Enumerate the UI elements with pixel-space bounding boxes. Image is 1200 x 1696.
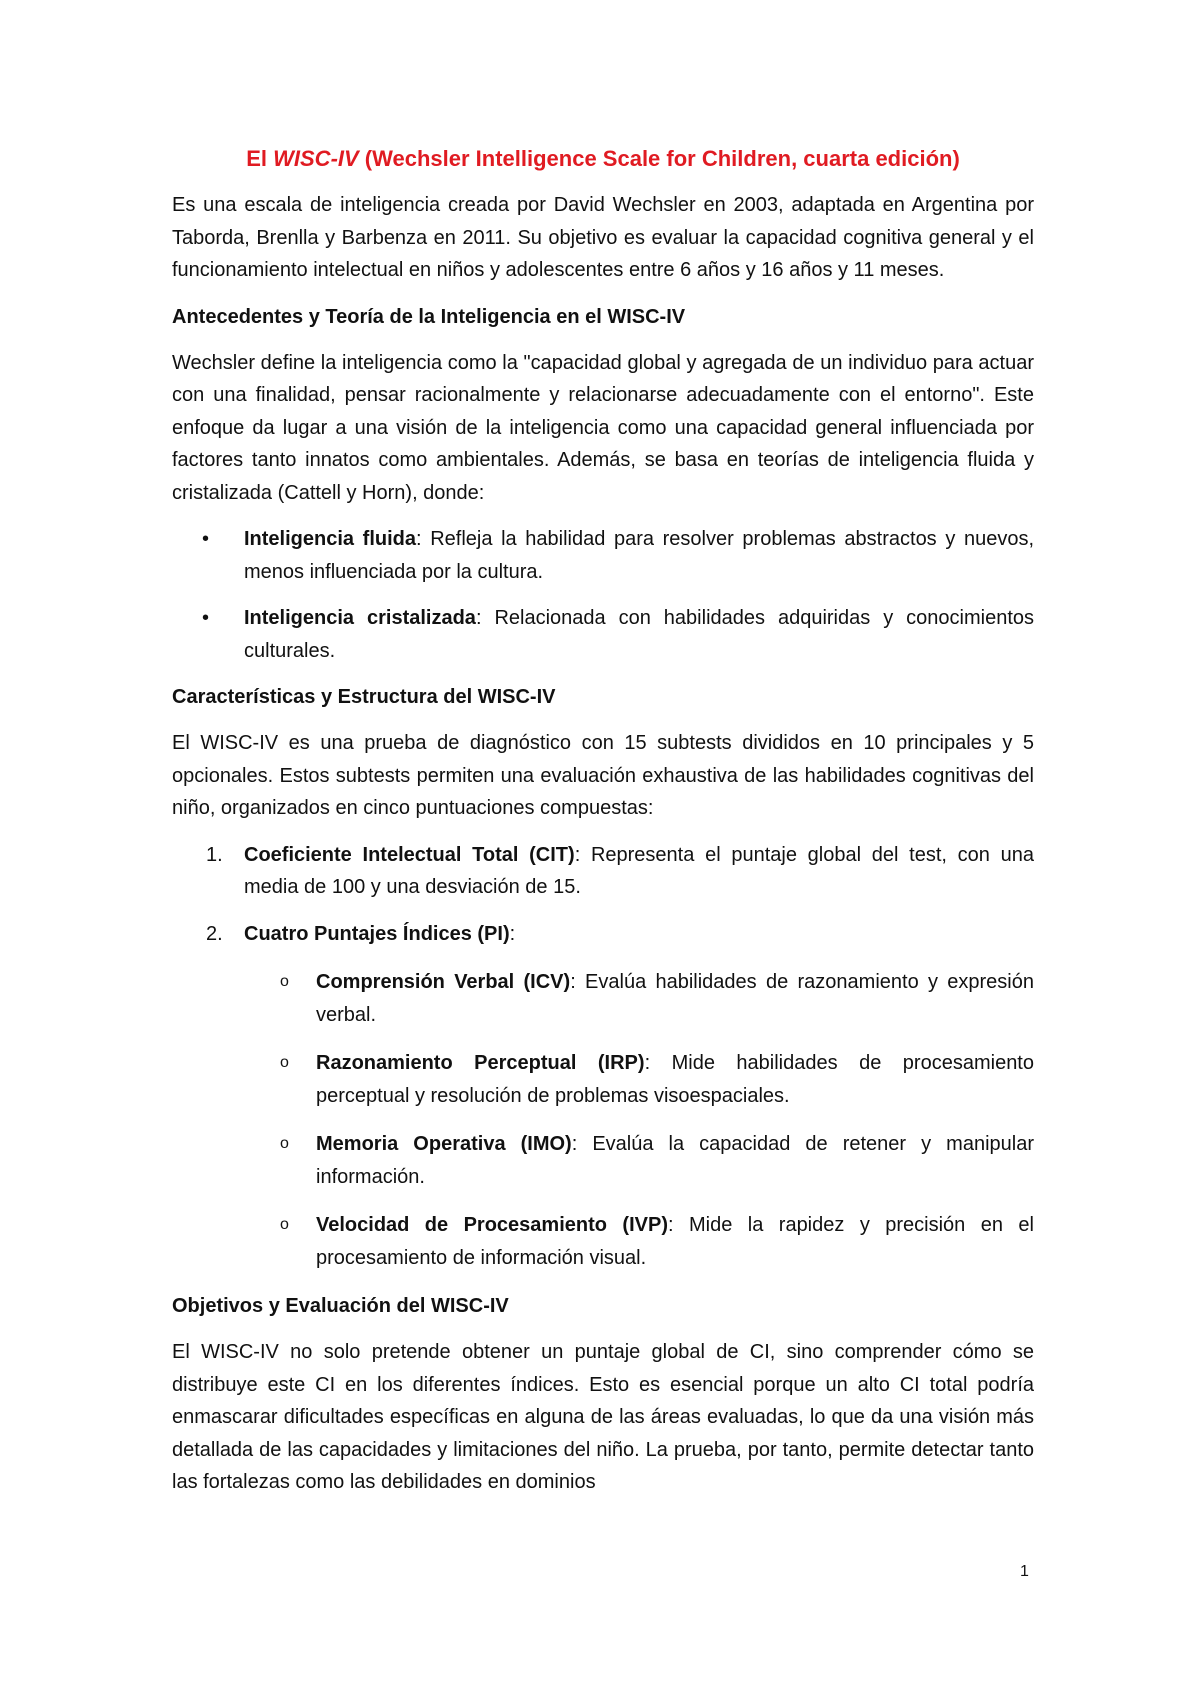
sub-list-item (172, 1047, 1034, 1112)
title-prefix: El (246, 146, 274, 171)
list-item-term: Inteligencia cristalizada (244, 607, 476, 629)
intro-paragraph: Es una escala de inteligencia creada por David Wechsler en 2003, adaptada en Argentina por Taborda, Brenlla y Barbenza en 2011. Su objetivo es evaluar la capacidad cognitiva general y el funcionamiento intelectual en niños y adolescentes entre 6 años y 16 años y 11 meses. (172, 194, 1034, 281)
list-item-text: : Relacionada con habilidades adquiridas y conocimientos culturales. (244, 607, 1035, 662)
section-paragraph-caracteristicas: El WISC-IV es una prueba de diagnóstico con 15 subtests divididos en 10 principales y 5 opcionales. Estos subtests permiten una evaluación exhaustiva de las habilidades cognitivas del niño, organizados en cinco puntuaciones compuestas: (172, 732, 1034, 819)
list-item-term: Memoria Operativa (IMO) (316, 1133, 572, 1155)
sub-list-item (172, 966, 1034, 1031)
sub-bullet-marker: o (280, 1135, 289, 1152)
sub-list-item (172, 1209, 1034, 1274)
list-item (172, 918, 1034, 1275)
list-item-text: : Mide habilidades de procesamiento perceptual y resolución de problemas visoespaciales. (316, 1052, 1034, 1107)
title-rest: (Wechsler Intelligence Scale for Children, cuarta edición) (358, 146, 960, 171)
list-item-text: : Evalúa la capacidad de retener y manipular información. (316, 1133, 1034, 1188)
list-number: 1. (206, 843, 223, 866)
list-item-term: Comprensión Verbal (ICV) (316, 971, 571, 993)
page-number: 1 (1020, 1563, 1029, 1580)
list-item-term: Velocidad de Procesamiento (IVP) (316, 1214, 668, 1236)
list-item (172, 523, 1034, 588)
list-item-text: : Mide la rapidez y precisión en el procesamiento de información visual. (316, 1214, 1034, 1269)
list-item-text: : Evalúa habilidades de razonamiento y expresión verbal. (316, 971, 1034, 1026)
list-item (172, 839, 1034, 904)
bullet-marker: • (202, 607, 210, 629)
section-heading-antecedentes: Antecedentes y Teoría de la Inteligencia en el WISC-IV (172, 305, 686, 328)
list-item-term: Cuatro Puntajes Índices (PI) (244, 922, 510, 945)
bullet-marker: • (202, 528, 210, 550)
list-item-term: Coeficiente Intelectual Total (CIT) (244, 843, 575, 866)
section-paragraph-objetivos: El WISC-IV no solo pretende obtener un puntaje global de CI, sino comprender cómo se distribuye este CI en los diferentes índices. Esto es esencial porque un alto CI total podría enmascarar dificultades específicas en alguna de las áreas evaluadas, lo que da una visión más detallada de las capacidades y limitaciones del niño. La prueba, por tanto, permite detectar tanto las fortalezas como las debilidades en dominios (172, 1341, 1034, 1493)
list-item (172, 602, 1034, 667)
list-item-term: Razonamiento Perceptual (IRP) (316, 1052, 645, 1074)
list-item-text: : (509, 922, 516, 945)
sub-bullet-marker: o (280, 1216, 289, 1233)
section-heading-caracteristicas: Características y Estructura del WISC-IV (172, 686, 556, 708)
sub-bullet-marker: o (280, 1054, 289, 1071)
list-number: 2. (206, 922, 223, 945)
page-content (172, 143, 1034, 1513)
sub-list-item (172, 1128, 1034, 1193)
sub-list (244, 966, 1034, 1274)
list-item-text: : Representa el puntaje global del test, con una media de 100 y una desviación de 15. (244, 843, 1034, 898)
title-italic: WISC-IV (273, 146, 359, 171)
numbered-list (172, 839, 1034, 1275)
bullet-list (172, 523, 1034, 667)
section-heading-objetivos: Objetivos y Evaluación del WISC-IV (172, 1295, 509, 1317)
document-title (172, 143, 1034, 175)
list-item-term: Inteligencia fluida (244, 528, 416, 550)
list-item-text: : Refleja la habilidad para resolver problemas abstractos y nuevos, menos influenciada por la cultura. (244, 528, 1035, 583)
sub-bullet-marker: o (280, 973, 289, 990)
section-paragraph-antecedentes: Wechsler define la inteligencia como la "capacidad global y agregada de un individuo para actuar con una finalidad, pensar racionalmente y relacionarse adecuadamente con el entorno". Este enfoque da lugar a una visión de la inteligencia como una capacidad general influenciada por factores tanto innatos como ambientales. Además, se basa en teorías de inteligencia fluida y cristalizada (Cattell y Horn), donde: (172, 351, 1034, 504)
